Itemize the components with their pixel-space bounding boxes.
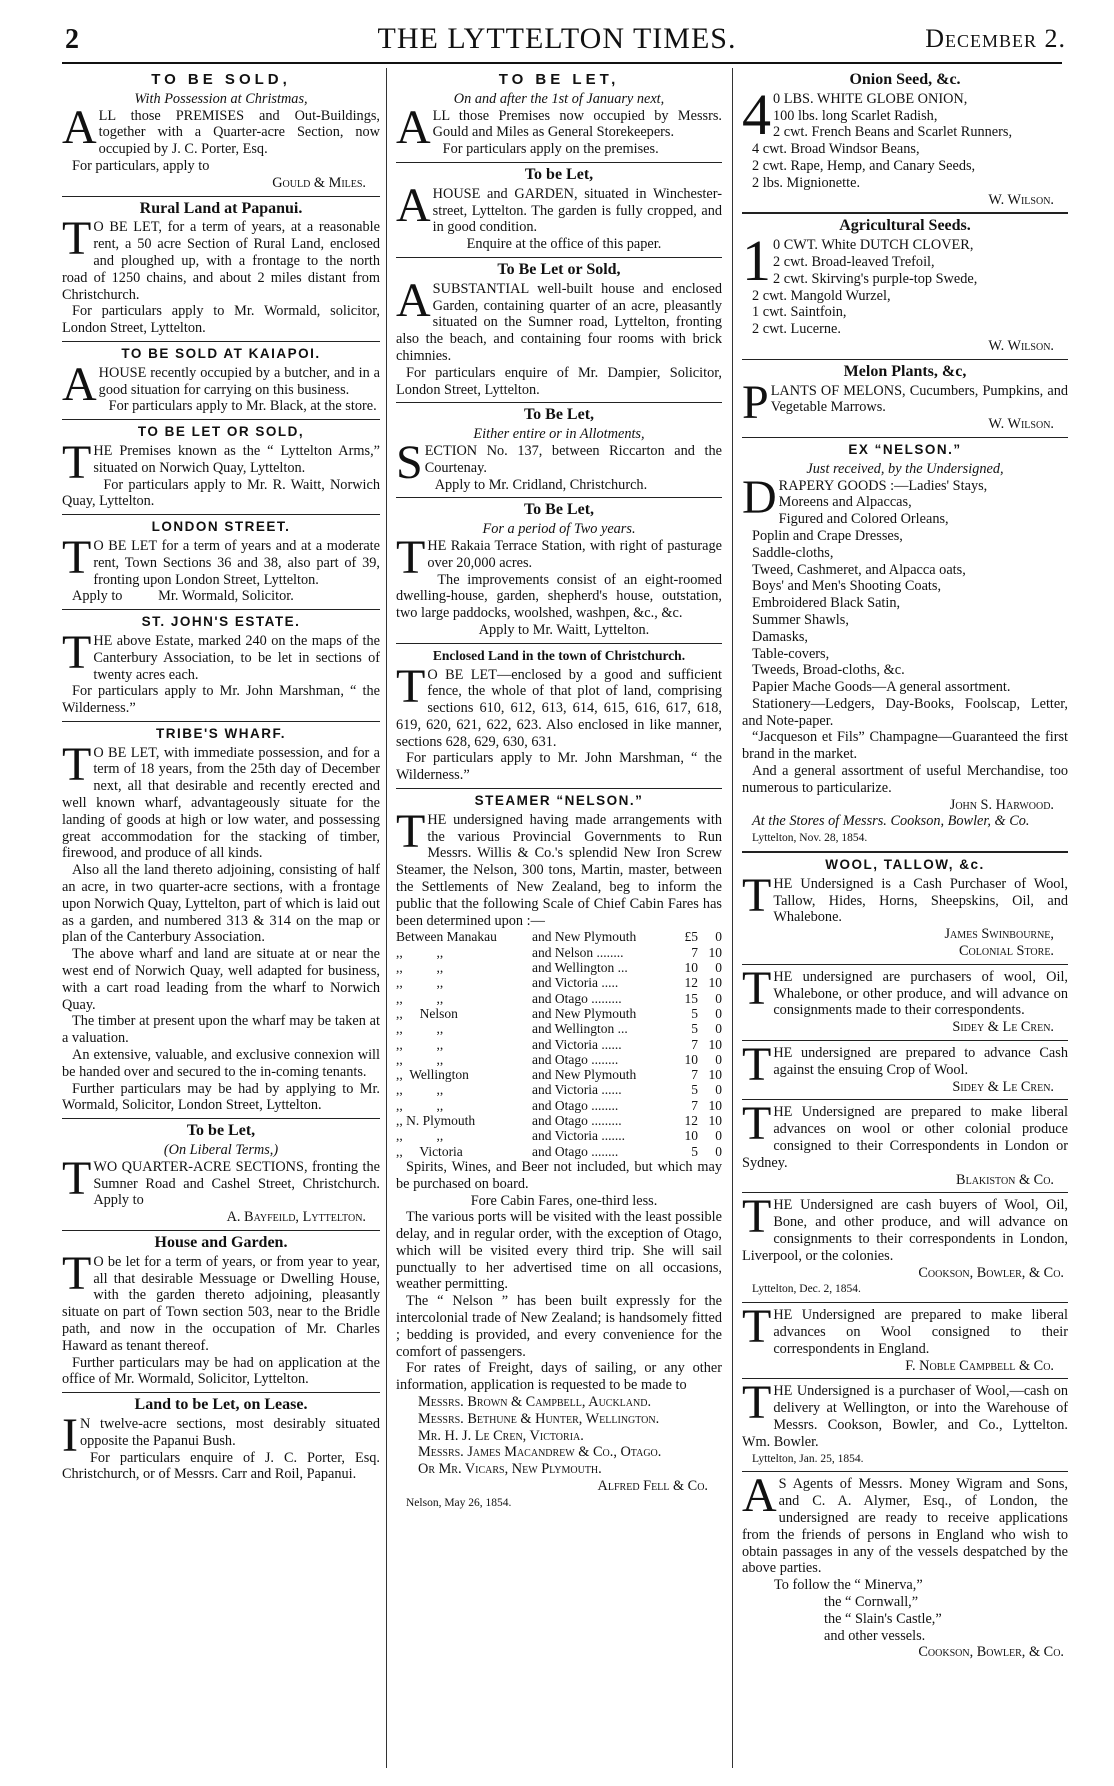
advert-heading: Onion Seed, &c.: [849, 71, 961, 88]
list-item: Table-covers,: [752, 645, 830, 662]
list-item: 2 cwt. Mangold Wurzel,: [752, 287, 891, 304]
advert-paragraph: Further particulars may be had by applying to Mr. Wormald, Solicitor, London Street, Lyttelton.: [62, 1080, 380, 1114]
fare-shillings: 10: [708, 944, 722, 960]
fare-pounds: £5: [684, 929, 698, 945]
advert-rule: [742, 851, 1068, 853]
advert-paragraph: To follow the “ Minerva,”: [774, 1577, 923, 1594]
agent-line: Or Mr. Vicars, New Plymouth.: [418, 1461, 602, 1478]
agent-line: Mr. H. J. Le Cren, Victoria.: [418, 1427, 584, 1444]
advert-body: ALL those PREMISES and Out-Buildings, together with a Quarter-acre Section, now occupied by J. C. Porter, Esq.: [62, 100, 380, 158]
column-divider: [732, 68, 733, 1768]
advert-heading: TO BE SOLD,: [151, 71, 291, 88]
advert-rule: [742, 1040, 1068, 1041]
advert-rule: [62, 721, 380, 722]
list-item: Poplin and Crape Dresses,: [752, 527, 903, 544]
list-item: 2 cwt. Lucerne.: [752, 321, 841, 338]
list-item: 2 cwt. Rape, Hemp, and Canary Seeds,: [752, 157, 976, 174]
column-3: [742, 68, 1086, 1665]
advert-onion-seed: [742, 72, 1068, 208]
fare-route: and Nelson ........: [532, 944, 624, 960]
advert-heading: ST. JOHN'S ESTATE.: [141, 614, 301, 630]
advert-body: TO BE LET for a term of years and at a moderate rent, Town Sections 36 and 38, also part of 39, fronting upon London Street, Lyttelton.: [62, 530, 380, 588]
advert-paragraph: For particulars enquire of Mr. Dampier, Solicitor, London Street, Lyttelton.: [396, 364, 722, 398]
list-item: Saddle-cloths,: [752, 544, 834, 561]
advert-rule: [742, 212, 1068, 214]
fare-from: ,, ,,: [396, 1097, 444, 1113]
list-item: 2 cwt. French Beans and Scarlet Runners,: [773, 124, 1013, 141]
fare-from: ,, ,,: [396, 975, 444, 991]
issue-date: December 2.: [925, 24, 1066, 53]
fare-row: [396, 1113, 722, 1128]
advert-paragraph: Spirits, Wines, and Beer not included, but which may be purchased on board.: [396, 1158, 722, 1192]
fare-row: [396, 1052, 722, 1067]
advert-heading: TO BE LET,: [498, 71, 620, 88]
list-item: 2 cwt. Skirving's purple-top Swede,: [773, 270, 978, 287]
advert-paragraph: And a general assortment of useful Merchandise, too numerous to particularize.: [742, 763, 1068, 796]
fare-shillings: 10: [708, 1113, 722, 1129]
advert-signature: Cookson, Bowler, & Co.: [918, 1644, 1064, 1661]
fare-from: ,, ,,: [396, 960, 444, 976]
fare-row: [396, 960, 722, 975]
advert-paragraph: For particulars apply to Mr. Black, at the store.: [108, 398, 377, 415]
list-item: 100 lbs. long Scarlet Radish,: [773, 107, 938, 124]
fare-from: ,, ,,: [396, 990, 444, 1006]
advert-quarter-acre: [62, 1123, 380, 1226]
agent-line: Messrs. Brown & Campbell, Auckland.: [418, 1394, 652, 1411]
advert-paragraph: For particulars apply on the premises.: [442, 141, 659, 158]
fare-pounds: 7: [691, 1097, 698, 1113]
fare-from: ,, Wellington: [396, 1067, 469, 1083]
advert-blakiston: [742, 1097, 1068, 1188]
fare-pounds: 10: [684, 960, 698, 976]
advert-rule: [62, 1118, 380, 1119]
advert-paragraph: For particulars apply to Mr. John Marshman, “ the Wilderness.”: [396, 750, 722, 784]
fare-from: ,, Nelson: [396, 1005, 458, 1021]
advert-heading: TO BE SOLD AT KAIAPOI.: [121, 345, 321, 361]
advert-heading: To Be Let,: [523, 501, 595, 519]
advert-body: AHOUSE recently occupied by a butcher, and in a good situation for carrying on this business.: [62, 357, 380, 411]
advert-body: THE undersigned having made arrangements with the various Provincial Governments to Run Messrs. Willis & Co.'s splendid New Iron Screw Steamer, the Nelson, 300 tons, Martin, master, between the Settlements of New Zealand, beg to inform the public that the following Scale of Chief Cabin Fares has been determined upon :—: [396, 804, 722, 929]
advert-signature: Alfred Fell & Co.: [597, 1478, 708, 1495]
advert-paragraph: The various ports will be visited with the least possible delay, and in regular order, with the exception of Otago, which will be visited every third trip. She will sail punctually to her advertised time on all occasions, weather permitting.: [396, 1209, 722, 1293]
newspaper-title: THE LYTTELTON TIMES.: [377, 22, 737, 55]
advert-enclosed-land: [396, 648, 722, 784]
advert-body: THE undersigned are prepared to advance Cash against the ensuing Crop of Wool.: [742, 1038, 1068, 1092]
advert-heading: TRIBE'S WHARF.: [156, 725, 286, 741]
advert-paragraph: For rates of Freight, days of sailing, or any other information, application is requested to be made to: [396, 1360, 722, 1394]
fare-row: [396, 1082, 722, 1097]
list-item: Moreens and Alpaccas,: [778, 494, 912, 511]
advert-paragraph: Stationery—Ledgers, Day-Books, Foolscap, Letter, and Note-paper.: [742, 695, 1068, 729]
advert-paragraph: Further particulars may be had on application at the office of Mr. Wormald, Solicitor, Lyttelton.: [62, 1354, 380, 1388]
advert-paragraph: Fore Cabin Fares, one-third less.: [470, 1192, 658, 1209]
advert-body: TO BE LET—enclosed by a good and sufficient fence, the whole of that plot of land, comprising sections 610, 612, 613, 614, 615, 616, 617, 618, 619, 620, 621, 622, 623. Also enclosed in like manner, sections 628, 629, 630, 631.: [396, 659, 722, 750]
fare-shillings: 0: [715, 1143, 722, 1159]
advert-date: Lyttelton, Jan. 25, 1854.: [752, 1452, 864, 1465]
advert-signature: James Swinbourne,: [944, 926, 1054, 943]
advert-rule: [742, 437, 1068, 438]
fare-pounds: 12: [684, 1113, 698, 1129]
fare-pounds: 5: [691, 1082, 698, 1098]
fare-shillings: 10: [708, 1036, 722, 1052]
fare-from: ,, ,,: [396, 1051, 444, 1067]
advert-body: TO be let for a term of years, or from year to year, all that desirable Messuage or Dwelling House, with the garden thereto adjoining, pleasantly situate on part of Town section 503, near to the Bridle path, and now in the occupation of Mr. Charles Haward as tenant thereof.: [62, 1246, 380, 1354]
fare-row: [396, 929, 722, 944]
list-item: the “ Cornwall,”: [824, 1593, 919, 1610]
list-item: 1 cwt. Saintfoin,: [752, 304, 847, 321]
advert-body: PLANTS OF MELONS, Cucumbers, Pumpkins, and Vegetable Marrows.: [742, 375, 1068, 429]
fare-row: [396, 1006, 722, 1021]
advert-paragraph: The above wharf and land are situate at or near the west end of Norwich Quay, well adapted for business, with a cart road leading from the wharf to Norwich Quay.: [62, 946, 380, 1013]
advert-body: ASUBSTANTIAL well-built house and enclosed Garden, containing quarter of an acre, pleasantly situated on the Sumner road, Lyttelton, fronting also the beach, and containing four rooms with brick chimnies.: [396, 273, 722, 364]
advert-tribes-wharf: [62, 726, 380, 1114]
advert-noble-campbell: [742, 1300, 1068, 1374]
advert-body: THE above Estate, marked 240 on the maps of the Canterbury Association, to be let in sections of twenty acres each.: [62, 625, 380, 683]
fare-from: ,, ,,: [396, 1021, 444, 1037]
fare-route: and Otago ........: [532, 1143, 619, 1159]
advert-subheading: With Possession at Christmas,: [134, 90, 308, 107]
advert-body: TO BE LET, with immediate possession, and for a term of 18 years, from the 25th day of December next, all that desirable and recently erected and well known wharf, advantageously situate for the landing of goods at high or low water, and possessing great accommodation for the stacking of timber, firewood, and produce of all kinds.: [62, 737, 380, 862]
list-item: Boys' and Men's Shooting Coats,: [752, 578, 942, 595]
advert-wm-bowler: [742, 1376, 1086, 1467]
advert-heading: To Be Let,: [523, 406, 595, 424]
advert-body: AHOUSE and GARDEN, situated in Winchester-street, Lyttelton. The garden is fully cropped, and in good condition.: [396, 178, 722, 236]
fare-route: and Victoria ......: [532, 1036, 622, 1052]
advert-heading: EX “NELSON.”: [848, 441, 962, 457]
advert-body: THE undersigned are purchasers of wool, Oil, Whalebone, or other produce, and will advance on consignments made to their correspondents.: [742, 961, 1068, 1019]
list-item: Tweed, Cashmeret, and Alpacca oats,: [752, 561, 966, 578]
advert-signature: Cookson, Bowler, & Co.: [918, 1264, 1064, 1281]
fare-shillings: 0: [715, 1051, 722, 1067]
advert-rule: [396, 497, 722, 498]
advert-rule: [396, 788, 722, 789]
advert-st-johns-estate: [62, 614, 380, 717]
advert-paragraph: For particulars apply to Mr. Wormald, solicitor, London Street, Lyttelton.: [62, 303, 380, 337]
fare-shillings: 0: [715, 1005, 722, 1021]
advert-kaiapoi: [62, 346, 380, 415]
agent-line: Messrs. James Macandrew & Co., Otago.: [418, 1444, 662, 1461]
advert-rule: [62, 1392, 380, 1393]
fare-from: Between Manakau: [396, 929, 497, 945]
advert-subheading: On and after the 1st of January next,: [453, 90, 665, 107]
fare-route: and New Plymouth: [532, 1067, 637, 1083]
fare-route: and Otago ........: [532, 1051, 619, 1067]
advert-ex-nelson: [742, 442, 1068, 847]
advert-date: Nelson, May 26, 1854.: [406, 1496, 512, 1509]
advert-body: THE Undersigned are prepared to make liberal advances on Wool consigned to their correspondents in England.: [742, 1300, 1068, 1357]
fare-from: ,, ,,: [396, 1128, 444, 1144]
advert-heading: STEAMER “NELSON.”: [474, 793, 644, 809]
advert-land-on-lease: [62, 1397, 380, 1483]
advert-heading: Melon Plants, &c,: [843, 362, 967, 380]
advert-body: 10 CWT. White DUTCH CLOVER,: [742, 228, 974, 294]
advert-paragraph: Papier Mache Goods—A general assortment.: [752, 679, 1011, 696]
fare-route: and Victoria .....: [532, 975, 619, 991]
advert-lyttelton-arms: [62, 424, 380, 510]
advert-rule: [742, 1471, 1068, 1472]
advert-melon-plants: [742, 364, 1068, 433]
advert-paragraph: Apply to Mr. Waitt, Lyttelton.: [478, 621, 650, 638]
list-item: the “ Slain's Castle,”: [824, 1610, 942, 1627]
fare-route: and Victoria .......: [532, 1128, 626, 1144]
advert-wool-tallow: [742, 857, 1068, 960]
advert-rule: [742, 1302, 1068, 1303]
advert-sidey-le-cren-1: [742, 961, 1068, 1036]
fare-shillings: 0: [715, 990, 722, 1006]
fare-from: ,, Victoria: [396, 1143, 463, 1159]
advert-subheading: (On Liberal Terms,): [163, 1142, 279, 1159]
fare-row: [396, 1128, 722, 1143]
advert-rule: [62, 514, 380, 515]
advert-paragraph: The timber at present upon the wharf may be taken at a valuation.: [62, 1013, 380, 1047]
column-1: [62, 68, 380, 1487]
advert-body: TWO QUARTER-ACRE SECTIONS, fronting the Sumner Road and Cashel Street, Christchurch. Apply to: [62, 1151, 380, 1209]
fare-route: and Wellington ...: [532, 960, 628, 976]
fare-row: [396, 1067, 722, 1082]
advert-paragraph: “Jacqueson et Fils” Champagne—Guaranteed the first brand in the market.: [742, 729, 1068, 763]
fare-row: [396, 991, 722, 1006]
fare-pounds: 12: [684, 975, 698, 991]
advert-body: THE Undersigned are prepared to make liberal advances on wool or other colonial produce consigned to their Correspondents in London or Sydney.: [742, 1097, 1068, 1171]
fare-shillings: 0: [715, 1128, 722, 1144]
fare-shillings: 10: [708, 975, 722, 991]
advert-heading: Land to be Let, on Lease.: [134, 1396, 308, 1414]
advert-to-be-sold: [62, 72, 380, 192]
advert-signature: A. Bayfeild, Lyttelton.: [226, 1209, 366, 1226]
advert-rule: [742, 359, 1068, 360]
agent-line: Messrs. Bethune & Hunter, Wellington.: [418, 1410, 660, 1427]
advert-agricultural-seeds: [742, 218, 1068, 354]
list-item: Embroidered Black Satin,: [752, 595, 901, 612]
ship-list: [742, 1594, 1068, 1644]
advert-signature: W. Wilson.: [988, 416, 1054, 433]
advert-steamer-nelson: [396, 793, 722, 1512]
advert-body: DRAPERY GOODS :—Ladies' Stays,: [742, 470, 988, 524]
advert-london-street: [62, 519, 380, 605]
advert-body: 40 LBS. WHITE GLOBE ONION,: [742, 81, 968, 147]
fare-pounds: 10: [684, 1128, 698, 1144]
fare-shillings: 0: [715, 1021, 722, 1037]
fare-pounds: 10: [684, 1051, 698, 1067]
advert-body: THE Undersigned are cash buyers of Wool, Oil, Bone, and other produce, and will advance on consignments to their correspondents in London, Liverpool, or the colonies.: [742, 1190, 1068, 1264]
list-item: Summer Shawls,: [752, 611, 849, 628]
advert-paragraph: For particulars apply to Mr. John Marshman, “ the Wilderness.”: [62, 683, 380, 717]
advert-signature: W. Wilson.: [988, 337, 1054, 354]
advert-signature-line2: Colonial Store.: [959, 943, 1054, 960]
advert-paragraph: An extensive, valuable, and exclusive connexion will be handed over and secured to the in-coming tenants.: [62, 1047, 380, 1080]
goods-list: [742, 494, 1068, 679]
advert-paragraph: The improvements consist of an eight-roomed dwelling-house, garden, shepherd's house, outstation, two large paddocks, woolshed, washpen, &c., &c.: [396, 571, 722, 622]
list-item: 4 cwt. Broad Windsor Beans,: [752, 141, 920, 158]
fare-route: and Otago ........: [532, 1097, 619, 1113]
fare-from: ,, ,,: [396, 1082, 444, 1098]
masthead-rule: [62, 62, 1062, 64]
fare-row: [396, 1037, 722, 1052]
fare-pounds: 5: [691, 1143, 698, 1159]
list-item: Tweeds, Broad-cloths, &c.: [752, 662, 905, 679]
fare-row: [396, 1021, 722, 1036]
advert-rule: [396, 643, 722, 644]
advert-body: THE Premises known as the “ Lyttelton Arms,” situated on Norwich Quay, Lyttelton.: [62, 435, 380, 489]
advert-paragraph: For particulars enquire of J. C. Porter, Esq. Christchurch, or of Messrs. Carr and Roil, Papanui.: [62, 1449, 380, 1483]
list-item: 2 lbs. Mignionette.: [752, 174, 861, 191]
advert-house-and-garden: [62, 1235, 380, 1388]
advert-signature: Gould & Miles.: [272, 174, 366, 191]
fare-pounds: 15: [684, 990, 698, 1006]
fare-from: ,, N. Plymouth: [396, 1113, 476, 1129]
masthead: [0, 0, 1114, 62]
advert-signature: Sidey & Le Cren.: [952, 1078, 1054, 1095]
advert-rule: [62, 609, 380, 610]
fare-route: and New Plymouth: [532, 1005, 637, 1021]
advert-sumner-road-house: [396, 262, 722, 398]
advert-rule: [62, 1230, 380, 1231]
advert-subheading: For a period of Two years.: [482, 521, 636, 538]
fare-shillings: 10: [708, 1097, 722, 1113]
advert-passage-agents: [742, 1469, 1068, 1661]
list-item: Damasks,: [752, 628, 808, 645]
advert-rule: [396, 257, 722, 258]
fare-pounds: 5: [691, 1005, 698, 1021]
fare-shillings: 10: [708, 1067, 722, 1083]
advert-sidey-le-cren-2: [742, 1038, 1068, 1095]
advert-subheading: Either entire or in Allotments,: [473, 426, 645, 443]
fare-pounds: 7: [691, 944, 698, 960]
advert-rule: [396, 402, 722, 403]
advert-body: ALL those Premises now occupied by Messrs. Gould and Miles as General Storekeepers.: [396, 100, 722, 154]
fare-shillings: 0: [715, 1082, 722, 1098]
advert-rule: [742, 1192, 1068, 1193]
list-item: 2 cwt. Broad-leaved Trefoil,: [773, 253, 935, 270]
advert-heading: Enclosed Land in the town of Christchurch.: [432, 647, 686, 663]
fare-from: ,, ,,: [396, 1036, 444, 1052]
advert-heading: LONDON STREET.: [151, 519, 291, 535]
advert-rakaia-station: [396, 502, 722, 638]
advert-heading: TO BE LET OR SOLD,: [137, 424, 305, 440]
advert-body: SECTION No. 137, between Riccarton and the Courtenay.: [396, 435, 722, 489]
fare-row: [396, 1098, 722, 1113]
page-number: 2: [65, 24, 79, 55]
advert-body: AS Agents of Messrs. Money Wigram and Sons, and C. A. Alymer, Esq., of London, the undersigned are ready to receive applications from the friends of persons in England who wish to obtain passages in any of the vessels despatched by the above parties.: [742, 1469, 1068, 1577]
advert-body: TO BE LET, for a term of years, at a reasonable rent, a 50 acre Section of Rural Land, enclosed and ploughed up, with a frontage to the north road of 1250 chains, and about 2 miles distant from Christchurch.: [62, 212, 380, 303]
fare-pounds: 7: [691, 1067, 698, 1083]
fare-route: and Wellington ...: [532, 1021, 628, 1037]
fare-route: and New Plymouth: [532, 929, 637, 945]
advert-rule: [742, 964, 1068, 965]
advert-heading: To be Let,: [524, 165, 594, 183]
advert-body: THE Undersigned is a purchaser of Wool,—cash on delivery at Wellington, or into the Warehouse of Messrs. Cookson, Bowler, and Co., Lyttelton. Wm. Bowler.: [742, 1376, 1086, 1450]
advert-cookson-bowler-buyers: [742, 1190, 1068, 1298]
advert-rule: [62, 341, 380, 342]
advert-rule: [62, 196, 380, 197]
advert-signature: Blakiston & Co.: [956, 1171, 1054, 1188]
advert-date: Lyttelton, Dec. 2, 1854.: [752, 1283, 861, 1296]
fare-shillings: 0: [715, 929, 722, 945]
advert-signature: John S. Harwood.: [949, 796, 1054, 813]
fare-row: [396, 1144, 722, 1159]
fare-row: [396, 975, 722, 990]
advert-signature: W. Wilson.: [988, 191, 1054, 208]
advert-heading: WOOL, TALLOW, &c.: [825, 857, 985, 873]
fare-shillings: 0: [715, 960, 722, 976]
fare-route: and Otago .........: [532, 990, 622, 1006]
advert-rule: [742, 1099, 1068, 1100]
fares-table: [396, 929, 722, 1158]
advert-paragraph: For particulars apply to Mr. R. Waitt, Norwich Quay, Lyttelton.: [62, 476, 380, 510]
advert-paragraph: Apply to Mr. Wormald, Solicitor.: [72, 588, 294, 605]
fare-from: ,, ,,: [396, 944, 444, 960]
advert-winchester-house: [396, 167, 722, 253]
list-item: and other vessels.: [824, 1627, 926, 1644]
seed-list: [742, 254, 1068, 338]
advert-signature: F. Noble Campbell & Co.: [905, 1357, 1054, 1374]
advert-paragraph: At the Stores of Messrs. Cookson, Bowler, & Co.: [752, 813, 1030, 830]
advert-paragraph: Enquire at the office of this paper.: [466, 236, 662, 253]
fare-route: and Otago .........: [532, 1113, 622, 1129]
advert-paragraph: Apply to Mr. Cridland, Christchurch.: [434, 476, 648, 493]
advert-paragraph: The “ Nelson ” has been built expressly for the intercolonial trade of New Zealand; is handsomely fitted ; bedding is provided, and every convenience for the comfort of passengers.: [396, 1293, 722, 1360]
advert-paragraph: Also all the land thereto adjoining, consisting of half an acre, in two quarter-acre sections, with a frontage upon Norwich Quay, Lyttelton, part of which is laid out as a garden, and numbered 313 & 314 on the map or plan of the Canterbury Association.: [62, 862, 380, 946]
advert-rural-land: [62, 201, 380, 337]
advert-heading: Agricultural Seeds.: [839, 217, 971, 235]
advert-heading: To be Let,: [186, 1122, 256, 1140]
fare-pounds: 7: [691, 1036, 698, 1052]
advert-rule: [62, 419, 380, 420]
advert-heading: Rural Land at Papanui.: [139, 199, 303, 217]
advert-gould-miles-premises: [396, 72, 722, 158]
column-2: [396, 68, 722, 1516]
fare-route: and Victoria ......: [532, 1082, 622, 1098]
advert-section-137: [396, 407, 722, 493]
advert-date: Lyttelton, Nov. 28, 1854.: [752, 832, 868, 845]
agents-list: [396, 1394, 722, 1478]
seed-list: [742, 108, 1068, 192]
column-divider: [386, 68, 387, 1768]
advert-heading: House and Garden.: [154, 1234, 288, 1251]
fare-pounds: 5: [691, 1021, 698, 1037]
advert-signature: Sidey & Le Cren.: [952, 1019, 1054, 1036]
advert-body: IN twelve-acre sections, most desirably situated opposite the Papanui Bush.: [62, 1408, 380, 1462]
fare-row: [396, 945, 722, 960]
advert-body: THE Rakaia Terrace Station, with right of pasturage over 20,000 acres.: [396, 530, 722, 584]
advert-body: THE Undersigned is a Cash Purchaser of Wool, Tallow, Hides, Horns, Sheepskins, Oil, and Whalebone.: [742, 868, 1068, 926]
advert-heading: To Be Let or Sold,: [497, 260, 621, 278]
advert-paragraph: For particulars, apply to: [72, 157, 210, 174]
advert-rule: [396, 162, 722, 163]
advert-rule: [742, 1378, 1068, 1379]
list-item: Figured and Colored Orleans,: [778, 511, 949, 528]
advert-subheading: Just received, by the Undersigned,: [806, 460, 1004, 477]
